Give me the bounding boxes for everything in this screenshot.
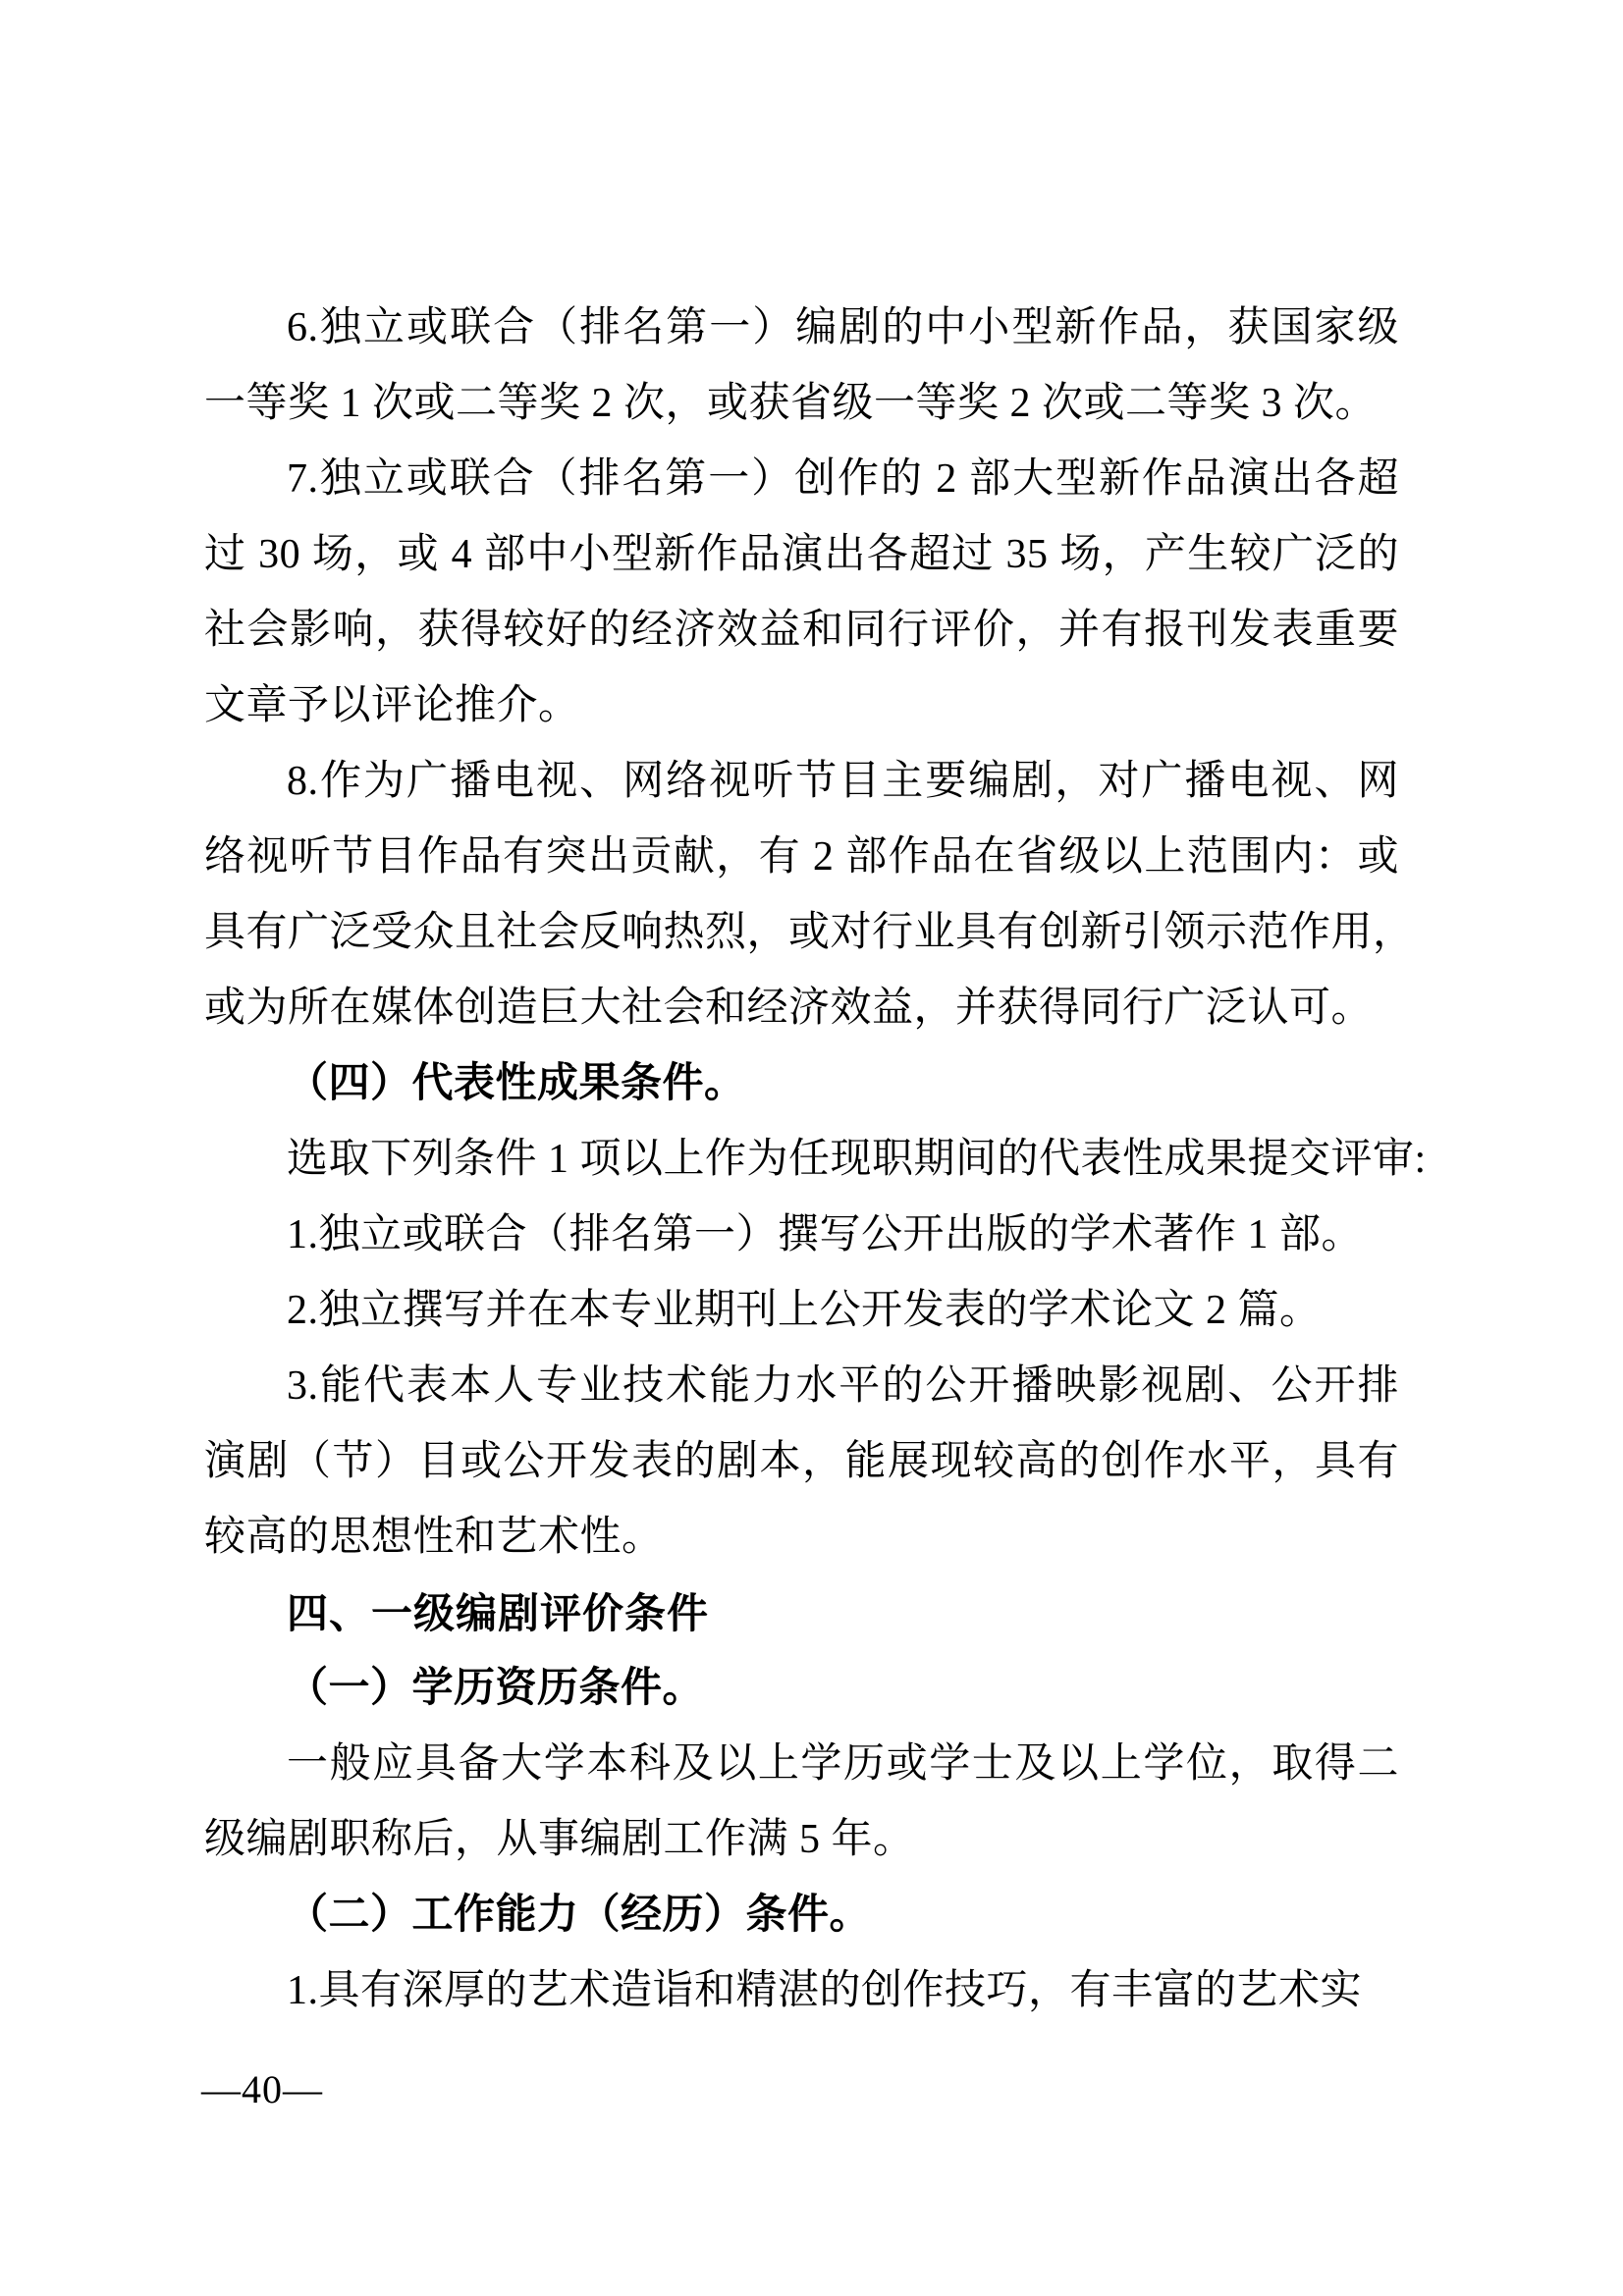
- body-line: 6.独立或联合（排名第一）编剧的中小型新作品，获国家级: [287, 305, 1399, 350]
- body-line: 较高的思想性和艺术性。: [204, 1515, 664, 1560]
- body-line: 1.具有深厚的艺术造诣和精湛的创作技巧，有丰富的艺术实: [287, 1968, 1363, 2013]
- body-line: 2.独立撰写并在本专业期刊上公开发表的学术论文 2 篇。: [287, 1288, 1322, 1333]
- body-line: 具有广泛受众且社会反响热烈，或对行业具有创新引领示范作用，: [204, 910, 1415, 955]
- body-line: 文章予以评论推介。: [204, 683, 580, 728]
- subsection-heading-education: （一）学历资历条件。: [287, 1666, 705, 1711]
- body-line: 7.独立或联合（排名第一）创作的 2 部大型新作品演出各超: [287, 456, 1399, 502]
- body-line: 1.独立或联合（排名第一）撰写公开出版的学术著作 1 部。: [287, 1212, 1364, 1257]
- body-line: 级编剧职称后，从事编剧工作满 5 年。: [204, 1817, 915, 1862]
- page-body: [204, 291, 1427, 2029]
- subsection-heading-work-ability: （二）工作能力（经历）条件。: [287, 1893, 872, 1938]
- body-line: 一般应具备大学本科及以上学历或学士及以上学位，取得二: [287, 1741, 1399, 1787]
- body-line: 络视听节目作品有突出贡献，有 2 部作品在省级以上范围内：或: [204, 834, 1399, 880]
- body-line: 8.作为广播电视、网络视听节目主要编剧，对广播电视、网: [287, 759, 1399, 804]
- body-line: 一等奖 1 次或二等奖 2 次，或获省级一等奖 2 次或二等奖 3 次。: [204, 381, 1378, 426]
- page-number: —40—: [201, 2067, 323, 2111]
- body-line: 选取下列条件 1 项以上作为任现职期间的代表性成果提交评审:: [287, 1137, 1427, 1182]
- body-line: 或为所在媒体创造巨大社会和经济效益，并获得同行广泛认可。: [204, 986, 1374, 1031]
- body-line: 社会影响，获得较好的经济效益和同行评价，并有报刊发表重要: [204, 608, 1399, 653]
- body-line: 过 30 场，或 4 部中小型新作品演出各超过 35 场，产生较广泛的: [204, 532, 1399, 577]
- body-line: 演剧（节）目或公开发表的剧本，能展现较高的创作水平，具有: [204, 1439, 1399, 1484]
- subsection-heading-representative-achievements: （四）代表性成果条件。: [287, 1061, 746, 1106]
- body-line: 3.能代表本人专业技术能力水平的公开播映影视剧、公开排: [287, 1363, 1399, 1409]
- section-heading-level1-screenwriter: 四、一级编剧评价条件: [287, 1590, 710, 1636]
